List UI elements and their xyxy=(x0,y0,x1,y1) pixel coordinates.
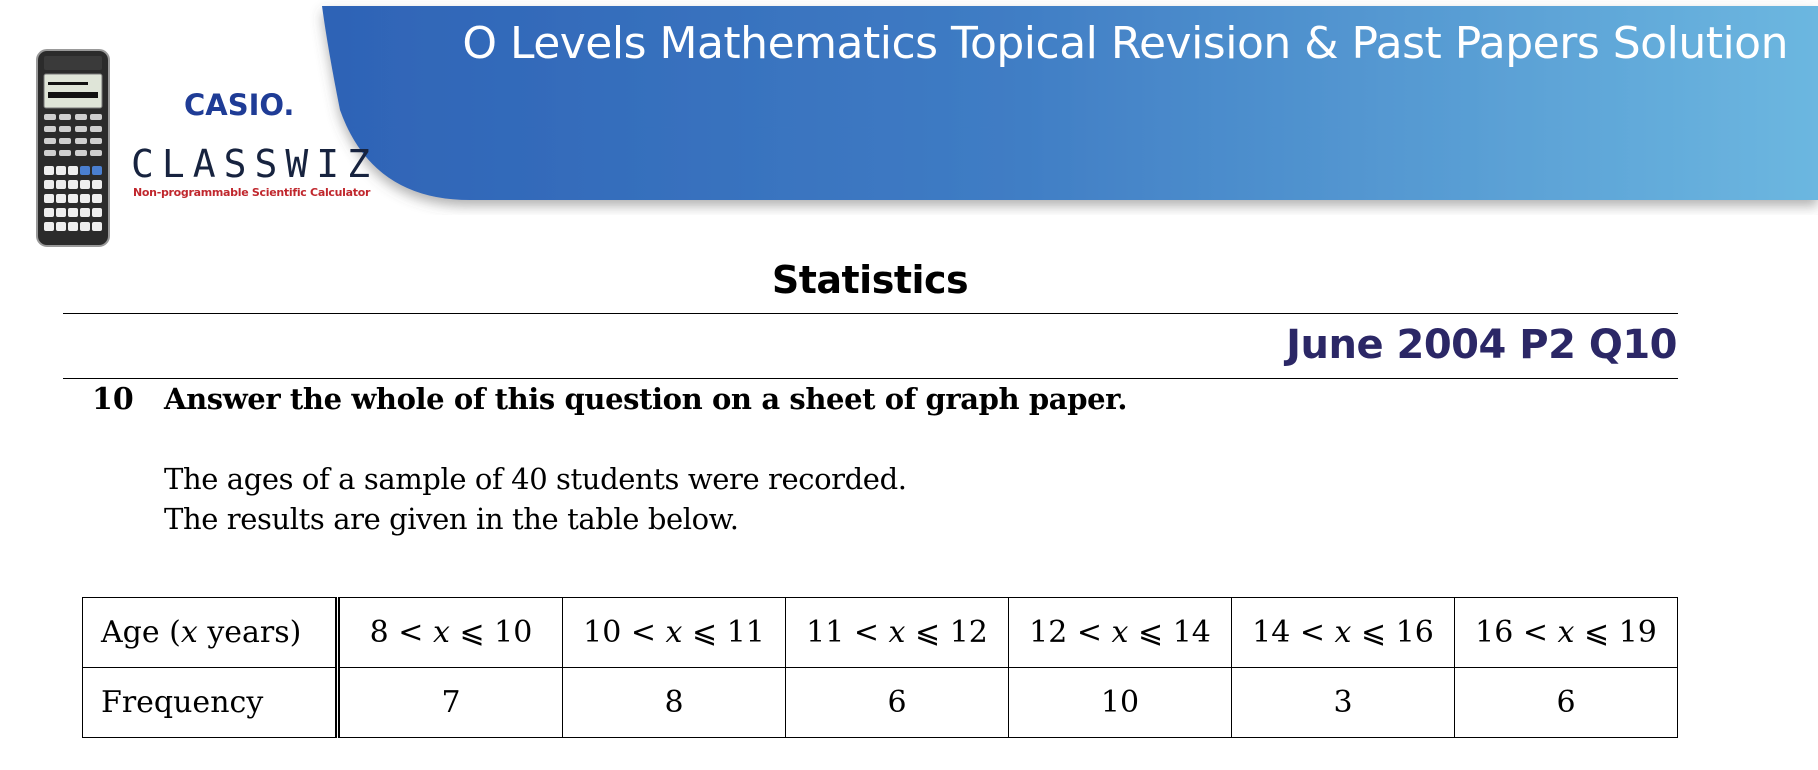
frequency-cell: 7 xyxy=(338,668,563,738)
age-row xyxy=(83,598,1678,668)
question-text-line: The results are given in the table below. xyxy=(164,502,739,536)
banner-title: O Levels Mathematics Topical Revision & Past Papers Solution xyxy=(462,18,1788,69)
age-interval-cell: 8 < x ⩽ 10 xyxy=(338,598,563,668)
paper-reference: June 2004 P2 Q10 xyxy=(1286,322,1677,368)
classwiz-logo: CLASSWIZ xyxy=(131,142,379,186)
age-header-suffix: years) xyxy=(197,615,302,650)
frequency-cell: 6 xyxy=(786,668,1009,738)
frequency-cell: 8 xyxy=(563,668,786,738)
question-instruction: Answer the whole of this question on a sheet of graph paper. xyxy=(164,382,1128,416)
divider-bottom xyxy=(63,378,1678,379)
age-row-header xyxy=(83,598,338,668)
age-header-variable: x xyxy=(180,615,198,650)
question-text-line: The ages of a sample of 40 students were recorded. xyxy=(164,462,907,496)
frequency-cell: 6 xyxy=(1455,668,1678,738)
topic-title: Statistics xyxy=(771,258,969,302)
frequency-row-header: Frequency xyxy=(83,668,338,738)
age-header-prefix: Age ( xyxy=(101,615,181,650)
age-interval-cell: 16 < x ⩽ 19 xyxy=(1455,598,1678,668)
casio-logo: CASIO. xyxy=(184,88,295,122)
age-interval-cell: 10 < x ⩽ 11 xyxy=(563,598,786,668)
divider-top xyxy=(63,313,1678,314)
age-interval-cell: 11 < x ⩽ 12 xyxy=(786,598,1009,668)
frequency-cell: 10 xyxy=(1009,668,1232,738)
frequency-cell: 3 xyxy=(1232,668,1455,738)
question-number: 10 xyxy=(92,382,134,417)
age-interval-cell: 12 < x ⩽ 14 xyxy=(1009,598,1232,668)
age-interval-cell: 14 < x ⩽ 16 xyxy=(1232,598,1455,668)
calculator-tagline: Non-programmable Scientific Calculator xyxy=(133,186,371,199)
calculator-icon xyxy=(34,48,114,253)
frequency-table xyxy=(82,597,1678,738)
frequency-row xyxy=(83,668,1678,738)
